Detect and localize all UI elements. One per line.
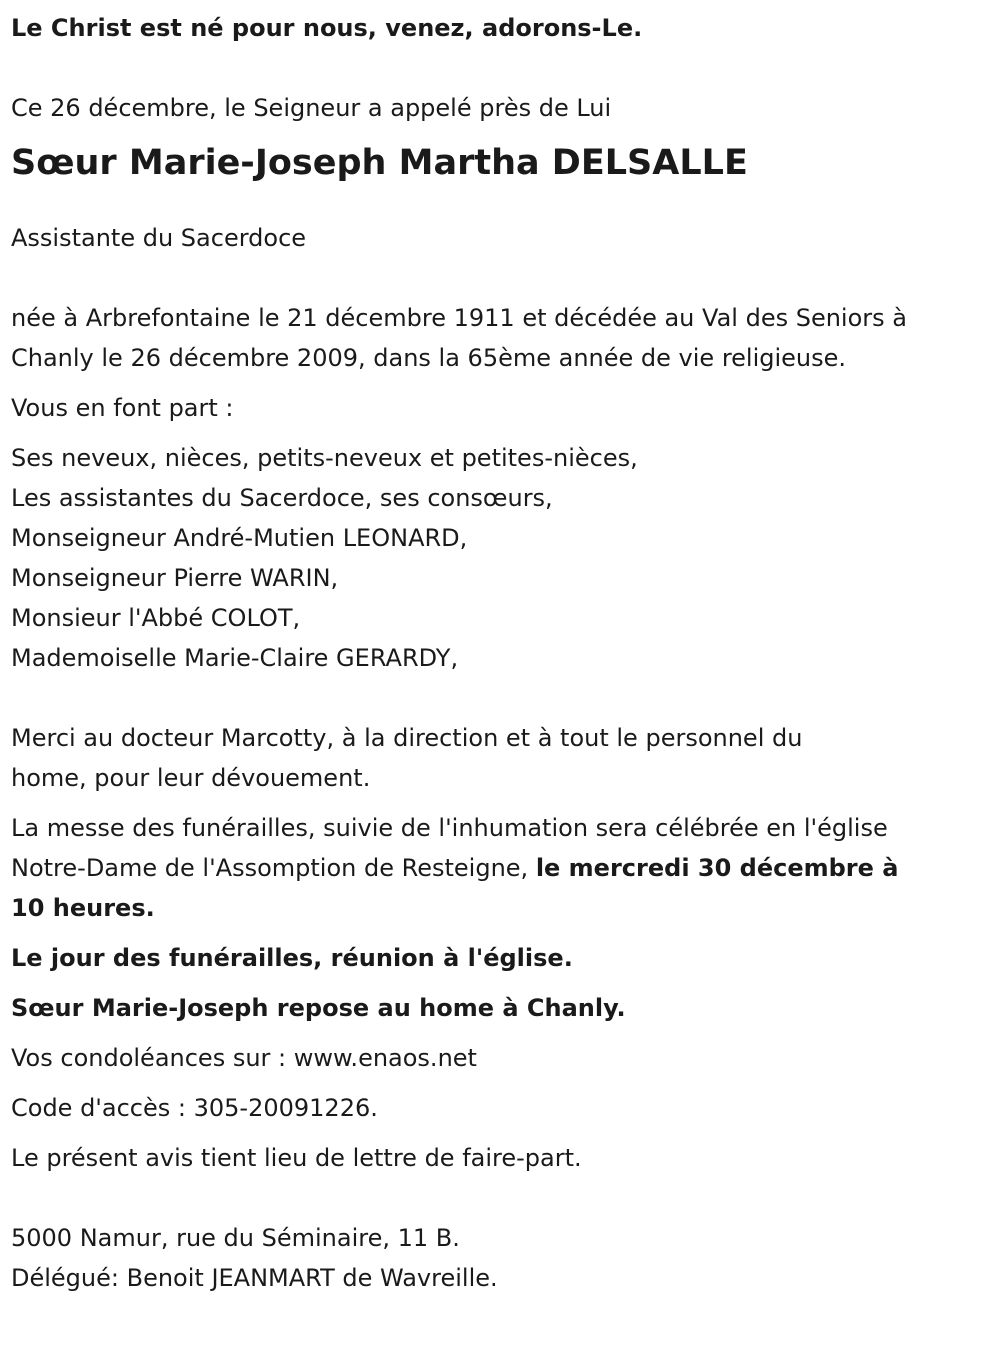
family-member: Monseigneur Pierre WARIN, <box>11 564 339 592</box>
deceased-name: Sœur Marie-Joseph Martha DELSALLE <box>11 143 748 183</box>
funeral-location: Notre-Dame de l'Assomption de Resteigne, <box>11 854 536 882</box>
address-line: 5000 Namur, rue du Séminaire, 11 B. <box>11 1224 460 1252</box>
family-member: Ses neveux, nièces, petits-neveux et petites-nièces, <box>11 444 638 472</box>
thanks-line-1: Merci au docteur Marcotty, à la direction et à tout le personnel du <box>11 724 803 752</box>
family-intro: Vous en font part : <box>11 394 234 422</box>
family-member: Monseigneur André-Mutien LEONARD, <box>11 524 468 552</box>
bio-line-1: née à Arbrefontaine le 21 décembre 1911 et décédée au Val des Seniors à <box>11 304 907 332</box>
meeting-line: Le jour des funérailles, réunion à l'église. <box>11 944 573 972</box>
deceased-role: Assistante du Sacerdoce <box>11 224 307 252</box>
funeral-time: 10 heures. <box>11 894 155 922</box>
rest-line: Sœur Marie-Joseph repose au home à Chanly. <box>11 994 626 1022</box>
family-member: Monsieur l'Abbé COLOT, <box>11 604 301 632</box>
intro-line: Le Christ est né pour nous, venez, adorons-Le. <box>11 14 643 42</box>
condolences-line: Vos condoléances sur : www.enaos.net <box>11 1044 477 1072</box>
funeral-date: le mercredi 30 décembre à <box>535 854 899 882</box>
funeral-line-1: La messe des funérailles, suivie de l'inhumation sera célébrée en l'église <box>11 814 888 842</box>
family-member: Les assistantes du Sacerdoce, ses consœurs, <box>11 484 553 512</box>
thanks-line-2: home, pour leur dévouement. <box>11 764 371 792</box>
access-code-line: Code d'accès : 305-20091226. <box>11 1094 378 1122</box>
funeral-line-2 <box>11 848 989 888</box>
notice-line: Le présent avis tient lieu de lettre de faire-part. <box>11 1144 582 1172</box>
family-member: Mademoiselle Marie-Claire GERARDY, <box>11 644 459 672</box>
delegate-line: Délégué: Benoit JEANMART de Wavreille. <box>11 1264 498 1292</box>
bio-line-2: Chanly le 26 décembre 2009, dans la 65ème année de vie religieuse. <box>11 344 847 372</box>
announcement-line: Ce 26 décembre, le Seigneur a appelé près de Lui <box>11 94 612 122</box>
